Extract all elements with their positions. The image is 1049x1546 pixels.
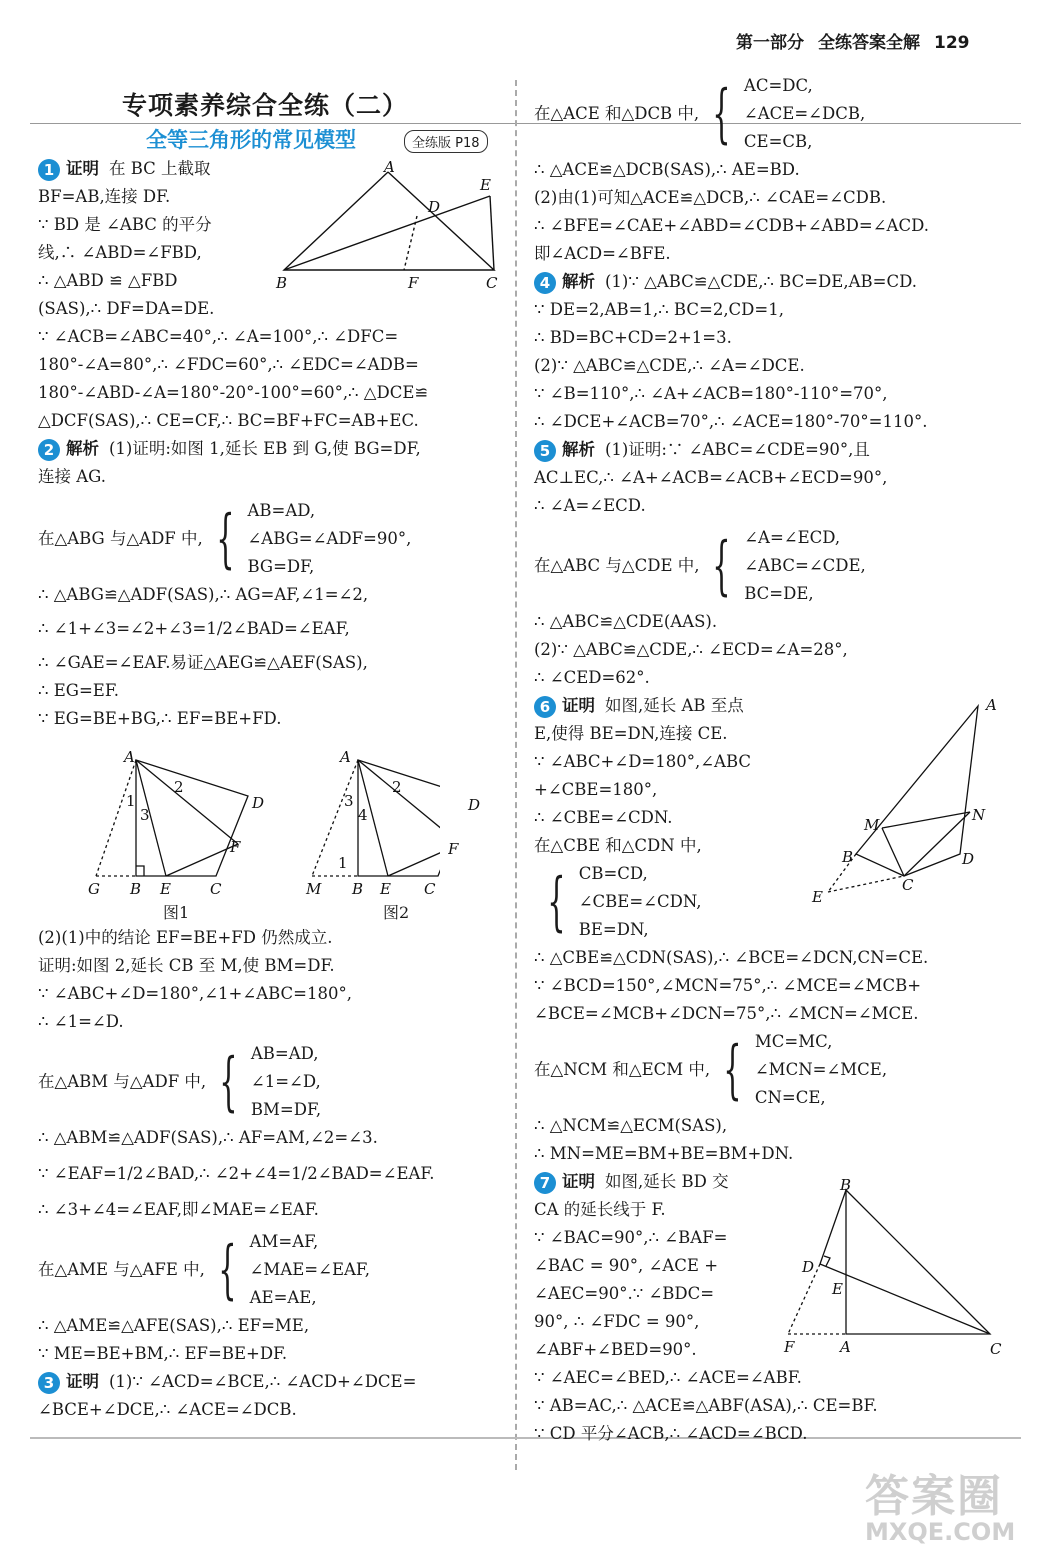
- q4-badge: 4: [534, 272, 556, 294]
- q5-line: (2)∵ △ABC≌△CDE,∴ ∠ECD=∠A=28°,: [534, 640, 848, 659]
- system-row: BG=DF,: [247, 557, 315, 576]
- q2-line: ∴ △ABM≌△ADF(SAS),∴ AF=AM,∠2=∠3.: [38, 1128, 378, 1147]
- figure-1-caption: 图1: [163, 903, 190, 922]
- svg-text:A: A: [986, 696, 997, 714]
- header-part: 第一部分: [736, 33, 804, 53]
- watermark: [865, 1460, 1015, 1546]
- svg-text:D: D: [428, 198, 441, 216]
- svg-text:1: 1: [338, 854, 348, 872]
- svg-text:E: E: [160, 880, 171, 898]
- q6-system-2: [534, 1028, 1014, 1112]
- q2-line: ∴ ∠1+∠3=∠2+∠3=1/2∠BAD=∠EAF,: [38, 619, 350, 638]
- q2-figure-2-d: [448, 790, 508, 870]
- svg-text:N: N: [972, 806, 986, 824]
- system-row: ∠CBE=∠CDN,: [578, 892, 702, 911]
- q2-line: ∴ ∠GAE=∠EAF.易证△AEG≌△AEF(SAS),: [38, 653, 368, 672]
- q6-line: ∴ ∠CBE=∠CDN.: [534, 808, 673, 827]
- q7-line: ∵ ∠AEC=∠BED,∴ ∠ACE=∠ABF.: [534, 1368, 802, 1387]
- svg-text:B: B: [352, 880, 364, 898]
- q6-line: +∠CBE=180°,: [534, 780, 658, 799]
- svg-text:F: F: [408, 274, 419, 292]
- q7-line: ∠ABF+∠BED=90°.: [534, 1340, 697, 1359]
- q6-line: ∴ △CBE≌△CDN(SAS),∴ ∠BCE=∠DCN,CN=CE.: [534, 948, 929, 967]
- column-divider: [515, 80, 517, 1470]
- q1-line: ∴ △ABD ≌ △FBD: [38, 271, 178, 290]
- svg-text:2: 2: [392, 778, 402, 796]
- q5-system: [534, 524, 1014, 608]
- svg-text:C: C: [990, 1340, 1002, 1358]
- svg-text:C: C: [210, 880, 222, 898]
- q7-badge: 7: [534, 1172, 556, 1194]
- svg-text:F: F: [784, 1338, 795, 1356]
- svg-text:D: D: [468, 796, 481, 814]
- q3-line: (1)∵ ∠ACD=∠BCE,∴ ∠ACD+∠DCE=: [109, 1372, 417, 1391]
- q1-badge: 1: [38, 159, 60, 181]
- q6-line: 如图,延长 AB 至点: [605, 696, 744, 715]
- q3-line: 即∠ACD=∠BFE.: [534, 244, 671, 263]
- q5-line: AC⊥EC,∴ ∠A+∠ACB=∠ACB+∠ECD=90°,: [534, 468, 888, 487]
- q2-line: ∴ ∠3+∠4=∠EAF,即∠MAE=∠EAF.: [38, 1200, 319, 1219]
- system-row: AM=AF,: [249, 1232, 319, 1251]
- q2-line: ∴ △AME≌△AFE(SAS),∴ EF=ME,: [38, 1316, 310, 1335]
- q3-keyword: 证明: [66, 1372, 99, 1391]
- svg-text:D: D: [962, 850, 975, 868]
- svg-text:D: D: [802, 1258, 815, 1276]
- system-prefix: 在△ABM 与△ADF 中,: [38, 1072, 207, 1091]
- svg-text:B: B: [842, 848, 854, 866]
- system-row: BE=DN,: [578, 920, 649, 939]
- q1-line: BF=AB,连接 DF.: [38, 187, 171, 206]
- figure-2-caption: 图2: [383, 903, 410, 922]
- q6-line: ∵ ∠BCD=150°,∠MCN=75°,∴ ∠MCE=∠MCB+: [534, 976, 922, 995]
- svg-text:B: B: [840, 1176, 852, 1194]
- q6-badge: 6: [534, 696, 556, 718]
- svg-text:B: B: [130, 880, 142, 898]
- q5-line: ∴ △ABC≌△CDE(AAS).: [534, 612, 718, 631]
- q1-line: 在 BC 上截取: [109, 159, 211, 178]
- q2-badge: 2: [38, 439, 60, 461]
- q6-line: E,使得 BE=DN,连接 CE.: [534, 724, 728, 743]
- system-row: CE=CB,: [743, 132, 813, 151]
- q7-line: 如图,延长 BD 交: [605, 1172, 729, 1191]
- q2-figures: [80, 748, 440, 920]
- svg-text:A: A: [840, 1338, 851, 1356]
- system-row: AB=AD,: [250, 1044, 319, 1063]
- q1-line: (SAS),∴ DF=DA=DE.: [38, 299, 215, 318]
- system-row: ∠ABC=∠CDE,: [744, 556, 866, 575]
- q5-badge: 5: [534, 440, 556, 462]
- q3-system: [534, 72, 1014, 156]
- q6-figure: [808, 692, 1008, 908]
- brace-icon: {: [712, 529, 732, 603]
- watermark-logo: 答案圈: [865, 1471, 1003, 1522]
- svg-text:A: A: [384, 160, 395, 176]
- svg-text:B: B: [276, 274, 288, 292]
- svg-text:C: C: [486, 274, 498, 292]
- q4-line: ∴ BD=BC+CD=2+1=3.: [534, 328, 732, 347]
- q2-line: 连接 AG.: [38, 467, 106, 486]
- q7-line: ∠BAC = 90°, ∠ACE +: [534, 1256, 719, 1275]
- svg-text:3: 3: [344, 792, 354, 810]
- q1-line: ∵ BD 是 ∠ABC 的平分: [38, 215, 212, 234]
- svg-text:E: E: [832, 1280, 843, 1298]
- svg-text:A: A: [124, 748, 135, 766]
- q1-line: 180°-∠ABD-∠A=180°-20°-100°=60°,∴ △DCE≌: [38, 383, 429, 402]
- q4-head: [534, 268, 1014, 296]
- svg-text:A: A: [340, 748, 351, 766]
- q1-line: 线,∴ ∠ABD=∠FBD,: [38, 243, 202, 262]
- brace-icon: {: [215, 502, 235, 576]
- system-row: AC=DC,: [743, 76, 813, 95]
- system-prefix: 在△ABG 与△ADF 中,: [38, 529, 203, 548]
- system-row: ∠MAE=∠EAF,: [249, 1260, 371, 1279]
- system-prefix: 在△ACE 和△DCB 中,: [534, 104, 700, 123]
- q7-line: ∵ ∠BAC=90°,∴ ∠BAF=: [534, 1228, 728, 1247]
- q2-line: ∴ EG=EF.: [38, 681, 119, 700]
- q2-line: ∴ ∠1=∠D.: [38, 1012, 124, 1031]
- q1-line: 180°-∠A=80°,∴ ∠FDC=60°,∴ ∠EDC=∠ADB=: [38, 355, 419, 374]
- svg-text:C: C: [424, 880, 436, 898]
- q7-line: ∵ CD 平分∠ACB,∴ ∠ACD=∠BCD.: [534, 1424, 808, 1443]
- system-row: ∠MCN=∠MCE,: [754, 1060, 888, 1079]
- svg-text:F: F: [448, 840, 459, 858]
- svg-text:E: E: [480, 176, 491, 194]
- q2-line: ∵ ME=BE+BM,∴ EF=BE+DF.: [38, 1344, 288, 1363]
- system-row: CB=CD,: [578, 864, 648, 883]
- q3-line: ∴ △ACE≌△DCB(SAS),∴ AE=BD.: [534, 160, 800, 179]
- system-prefix: 在△ABC 与△CDE 中,: [534, 556, 700, 575]
- svg-text:M: M: [864, 816, 880, 834]
- svg-text:M: M: [306, 880, 322, 898]
- svg-text:2: 2: [174, 778, 184, 796]
- brace-icon: {: [547, 865, 566, 939]
- q1-line: ∵ ∠ACB=∠ABC=40°,∴ ∠A=100°,∴ ∠DFC=: [38, 327, 399, 346]
- page-subtitle: 全等三角形的常见模型: [146, 128, 356, 152]
- system-prefix: 在△NCM 和△ECM 中,: [534, 1060, 711, 1079]
- q5-line: ∴ ∠CED=62°.: [534, 668, 650, 687]
- q5-keyword: 解析: [562, 440, 595, 459]
- system-row: MC=MC,: [754, 1032, 833, 1051]
- q6-line: ∴ MN=ME=BM+BE=BM+DN.: [534, 1144, 794, 1163]
- q2-system-3: [38, 1228, 508, 1312]
- system-row: CN=CE,: [754, 1088, 826, 1107]
- watermark-url: MXQE.COM: [865, 1518, 1016, 1546]
- q4-line: (1)∵ △ABC≌△CDE,∴ BC=DE,AB=CD.: [605, 272, 917, 291]
- q7-line: CA 的延长线于 F.: [534, 1200, 666, 1219]
- system-row: ∠ACE=∠DCB,: [743, 104, 866, 123]
- q7-keyword: 证明: [562, 1172, 595, 1191]
- q4-line: ∵ DE=2,AB=1,∴ BC=2,CD=1,: [534, 300, 784, 319]
- q1-line: △DCF(SAS),∴ CE=CF,∴ BC=BF+FC=AB+EC.: [38, 411, 419, 430]
- system-row: ∠1=∠D,: [250, 1072, 321, 1091]
- q5-line: (1)证明:∵ ∠ABC=∠CDE=90°,且: [605, 440, 870, 459]
- q2-line: ∵ ∠ABC+∠D=180°,∠1+∠ABC=180°,: [38, 984, 352, 1003]
- svg-text:F: F: [230, 838, 241, 856]
- system-prefix: 在△AME 与△AFE 中,: [38, 1260, 205, 1279]
- q2-line: (1)证明:如图 1,延长 EB 到 G,使 BG=DF,: [109, 439, 421, 458]
- svg-text:C: C: [902, 876, 914, 894]
- q2-keyword: 解析: [66, 439, 99, 458]
- q2-line: 证明:如图 2,延长 CB 至 M,使 BM=DF.: [38, 956, 335, 975]
- q6-line: ∵ ∠ABC+∠D=180°,∠ABC: [534, 752, 752, 771]
- q3-line: (2)由(1)可知△ACE≌△DCB,∴ ∠CAE=∠CDB.: [534, 188, 887, 207]
- q2-system-2: [38, 1040, 508, 1124]
- q4-line: ∴ ∠DCE+∠ACB=70°,∴ ∠ACE=180°-70°=110°.: [534, 412, 928, 431]
- q4-line: (2)∵ △ABC≌△CDE,∴ ∠A=∠DCE.: [534, 356, 805, 375]
- q2-system-1: [38, 497, 508, 581]
- q2-line: ∵ EG=BE+BG,∴ EF=BE+FD.: [38, 709, 282, 728]
- q4-line: ∵ ∠B=110°,∴ ∠A+∠ACB=180°-110°=70°,: [534, 384, 888, 403]
- svg-text:4: 4: [358, 806, 368, 824]
- brace-icon: {: [712, 77, 731, 151]
- system-row: AB=AD,: [247, 501, 316, 520]
- system-row: BC=DE,: [744, 584, 814, 603]
- q6-keyword: 证明: [562, 696, 595, 715]
- left-column-lower: [38, 924, 508, 1424]
- q4-keyword: 解析: [562, 272, 595, 291]
- brace-icon: {: [219, 1045, 238, 1119]
- q7-figure: [778, 1176, 1008, 1364]
- q2-line: (2)(1)中的结论 EF=BE+FD 仍然成立.: [38, 928, 333, 947]
- svg-text:D: D: [252, 794, 265, 812]
- svg-text:3: 3: [140, 806, 150, 824]
- header-section: 全练答案全解: [818, 33, 920, 53]
- svg-text:G: G: [88, 880, 100, 898]
- q6-line: 在△CBE 和△CDN 中,: [534, 836, 702, 855]
- q5-head: [534, 436, 1014, 464]
- q3-line: ∴ ∠BFE=∠CAE+∠ABD=∠CDB+∠ABD=∠ACD.: [534, 216, 929, 235]
- brace-icon: {: [723, 1033, 742, 1107]
- q7-line: ∠AEC=90°.∵ ∠BDC=: [534, 1284, 715, 1303]
- svg-text:E: E: [380, 880, 391, 898]
- brace-icon: {: [218, 1233, 237, 1307]
- page-title: 专项素养综合全练（二）: [122, 91, 409, 120]
- svg-text:E: E: [812, 888, 823, 906]
- q1-keyword: 证明: [66, 159, 99, 178]
- q3-badge: 3: [38, 1372, 60, 1394]
- q3-line: ∠BCE+∠DCE,∴ ∠ACE=∠DCB.: [38, 1400, 297, 1419]
- q1-figure: [272, 160, 508, 296]
- system-row: AE=AE,: [249, 1288, 317, 1307]
- q6-line: ∴ △NCM≌△ECM(SAS),: [534, 1116, 728, 1135]
- q7-line: ∵ AB=AC,∴ △ACE≌△ABF(ASA),∴ CE=BF.: [534, 1396, 878, 1415]
- q6-line: ∠BCE=∠MCB+∠DCN=75°,∴ ∠MCN=∠MCE.: [534, 1004, 919, 1023]
- q2-line: ∵ ∠EAF=1/2∠BAD,∴ ∠2+∠4=1/2∠BAD=∠EAF.: [38, 1164, 435, 1183]
- reference-tag: 全练版 P18: [404, 130, 488, 153]
- q2-line: ∴ △ABG≌△ADF(SAS),∴ AG=AF,∠1=∠2,: [38, 585, 369, 604]
- system-row: ∠A=∠ECD,: [744, 528, 841, 547]
- q5-line: ∴ ∠A=∠ECD.: [534, 496, 646, 515]
- svg-text:1: 1: [126, 792, 136, 810]
- page-header: [736, 28, 984, 53]
- system-row: BM=DF,: [250, 1100, 322, 1119]
- system-row: ∠ABG=∠ADF=90°,: [247, 529, 412, 548]
- q2-head: [38, 435, 508, 463]
- q3-head: [38, 1368, 508, 1396]
- q7-line: 90°, ∴ ∠FDC = 90°,: [534, 1312, 700, 1331]
- page-number: 129: [934, 33, 970, 53]
